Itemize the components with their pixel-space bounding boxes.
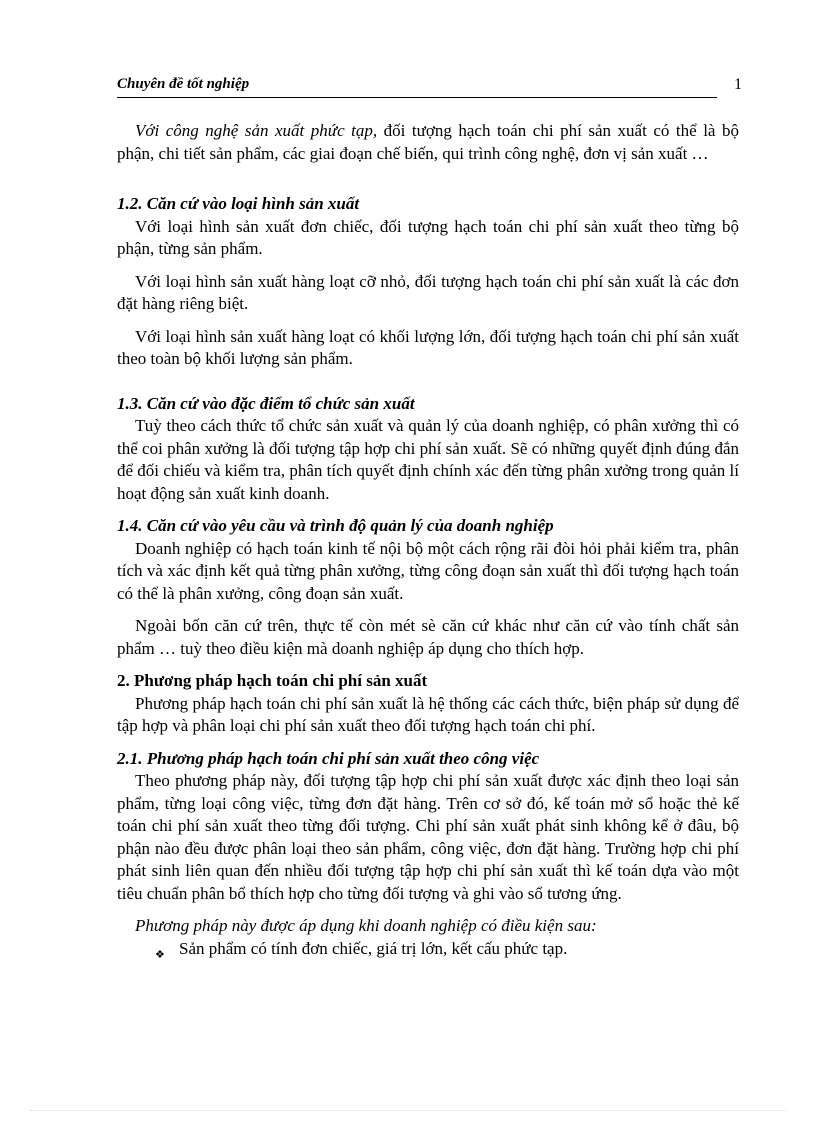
paragraph-1-4-a: Doanh nghiệp có hạch toán kinh tế nội bộ một cách rộng rãi đòi hỏi phải kiểm tra, phân tích và xác định kết quả từng phân xưởng, từng công đoạn sản xuất thì đối tượng hạch toán có thể là phân xưởng, công đoạn sản xuất. — [117, 538, 739, 603]
document-body — [117, 120, 739, 960]
spacer — [117, 165, 739, 193]
intro-text: đối tượng hạch toán chi phí sản xuất có thể là bộ phận, chi tiết sản phẩm, các giai đoạn chế biến, qui trình công nghệ, đơn vị sản xuất … — [117, 121, 739, 163]
footer-divider — [30, 1110, 786, 1111]
page-number: 1 — [734, 76, 742, 93]
paragraph-2-1: Theo phương pháp này, đối tượng tập hợp chi phí sản xuất được xác định theo loại sản phẩm, từng loại công việc, từng đơn đặt hàng. Trên cơ sở đó, kế toán mở sổ hoặc thẻ kế toán chi phí sản xuất theo từng đối tượng. Chi phí sản xuất phát sinh không kể ở đâu, bộ phận nào đều được phân loại theo sản phẩm, công việc, đơn đặt hàng. Trường hợp chi phí phát sinh liên quan đến nhiều đối tượng tập hợp chi phí sản xuất thì kế toán dựa vào một tiêu chuẩn phân bổ thích hợp cho từng đối tượng và ghi vào sổ tương ứng. — [117, 771, 739, 903]
paragraph-1-2-b: Với loại hình sản xuất hàng loạt cỡ nhỏ, đối tượng hạch toán chi phí sản xuất là các đơn đặt hàng riêng biệt. — [117, 271, 739, 313]
header-divider — [117, 97, 717, 98]
paragraph-1-2-a: Với loại hình sản xuất đơn chiếc, đối tượng hạch toán chi phí sản xuất theo từng bộ phận, từng sản phẩm. — [117, 216, 739, 258]
spacer — [117, 381, 739, 393]
heading-2: 2. Phương pháp hạch toán chi phí sản xuất — [117, 671, 428, 690]
header-title: Chuyên đề tốt nghiệp — [117, 76, 250, 92]
paragraph-2: Phương pháp hạch toán chi phí sản xuất là hệ thống các cách thức, biện pháp sử dụng để tập hợp và phân loại chi phí sản xuất theo đối tượng hạch toán chi phí. — [117, 693, 739, 735]
condition-line: Phương pháp này được áp dụng khi doanh nghiệp có điều kiện sau: — [135, 916, 597, 935]
diamond-bullet-icon: ❖ — [155, 948, 165, 961]
list-item-text: Sản phẩm có tính đơn chiếc, giá trị lớn, kết cấu phức tạp. — [179, 938, 568, 958]
heading-1-4: 1.4. Căn cứ vào yêu cầu và trình độ quản lý của doanh nghiệp — [117, 516, 554, 535]
paragraph-1-3: Tuỳ theo cách thức tổ chức sản xuất và quản lý của doanh nghiệp, có phân xưởng thì có thể coi phân xưởng là đối tượng tập hợp chi phí sản xuất. Sẽ có những quyết định đúng đắn để đối chiếu và kiểm tra, phân tích quyết định chính xác đến từng phân xưởng trong quản lí hoạt động sản xuất kinh doanh. — [117, 416, 739, 503]
heading-1-2: 1.2. Căn cứ vào loại hình sản xuất — [117, 194, 360, 213]
paragraph-1-2-c: Với loại hình sản xuất hàng loạt có khối lượng lớn, đối tượng hạch toán chi phí sản xuất theo toàn bộ khối lượng sản phẩm. — [117, 326, 739, 368]
page-header — [117, 76, 742, 98]
list-item — [117, 938, 739, 961]
paragraph-1-4-b: Ngoài bốn căn cứ trên, thực tế còn mét sè căn cứ khác như căn cứ vào tính chất sản phẩm … tuỳ theo điều kiện mà doanh nghiệp áp dụng cho thích hợp. — [117, 616, 739, 658]
heading-2-1: 2.1. Phương pháp hạch toán chi phí sản xuất theo công việc — [117, 748, 540, 768]
intro-paragraph — [117, 120, 739, 165]
heading-1-3: 1.3. Căn cứ vào đặc điểm tổ chức sản xuất — [117, 393, 415, 413]
intro-italic-lead: Với công nghệ sản xuất phức tạp, — [135, 121, 378, 140]
